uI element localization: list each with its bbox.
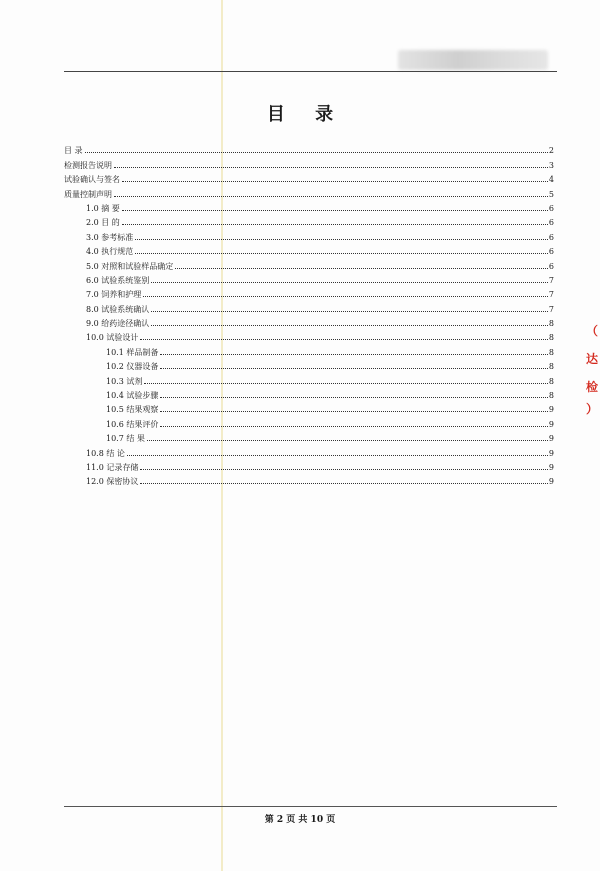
toc-entry[interactable] [64,184,554,198]
toc-entry-label: 3.0 参考标准 [86,232,134,242]
toc-entry[interactable] [64,170,554,184]
toc-leader-dots [122,223,548,225]
toc-entry-label: 12.0 保密协议 [86,477,139,487]
toc-entry-label: 8.0 试验系统确认 [86,304,150,314]
toc-leader-dots [175,267,548,269]
toc-entry-page: 8 [548,376,554,386]
toc-entry-page: 8 [548,347,554,357]
toc-entry-page: 9 [548,448,554,458]
toc-entry[interactable] [64,414,554,428]
toc-entry[interactable] [64,400,554,414]
toc-entry-label: 10.8 结 论 [86,448,125,458]
toc-entry[interactable] [64,458,554,472]
toc-entry[interactable] [64,328,554,342]
toc-entry[interactable] [64,199,554,213]
toc-entry-page: 6 [548,261,554,271]
toc-entry[interactable] [64,242,554,256]
toc-leader-dots [151,324,548,326]
toc-entry-label: 检测报告说明 [64,160,112,170]
toc-leader-dots [85,151,548,153]
toc-leader-dots [151,310,548,312]
toc-leader-dots [160,425,548,427]
toc-leader-dots [114,195,548,197]
toc-leader-dots [127,454,548,456]
toc-entry-label: 10.0 试验设计 [86,333,139,343]
toc-entry[interactable] [64,213,554,227]
toc-entry-label: 10.4 试验步骤 [106,391,159,401]
toc-entry[interactable] [64,371,554,385]
toc-entry-page: 4 [548,175,554,185]
toc-entry-label: 10.3 试剂 [106,376,143,386]
toc-entry-page: 6 [548,232,554,242]
toc-leader-dots [143,295,548,297]
toc-leader-dots [122,180,548,182]
toc-entry-page: 6 [548,218,554,228]
toc-entry-label: 7.0 饲养和护理 [86,290,142,300]
table-of-contents [64,141,554,486]
toc-entry-page: 8 [548,362,554,372]
stamp-char: （ [586,324,599,338]
toc-entry-label: 10.1 样品制备 [106,347,159,357]
toc-entry-label: 5.0 对照和试验样品确定 [86,261,174,271]
toc-leader-dots [140,338,548,340]
toc-entry-page: 6 [548,203,554,213]
toc-leader-dots [151,281,548,283]
toc-entry-label: 质量控制声明 [64,189,112,199]
toc-entry-page: 7 [548,275,554,285]
toc-entry-label: 目 录 [64,146,83,156]
toc-entry-label: 1.0 摘 要 [86,203,120,213]
toc-entry[interactable] [64,386,554,400]
toc-entry-label: 6.0 试验系统鉴别 [86,275,150,285]
toc-entry-page: 7 [548,290,554,300]
toc-leader-dots [135,252,548,254]
stamp-char: 达 [586,352,599,366]
toc-leader-dots [147,439,548,441]
toc-leader-dots [140,482,548,484]
toc-entry[interactable] [64,155,554,169]
toc-entry-page: 8 [548,319,554,329]
toc-entry-label: 4.0 执行规范 [86,247,134,257]
toc-entry-label: 10.5 结果观察 [106,405,159,415]
toc-entry[interactable] [64,342,554,356]
toc-entry[interactable] [64,141,554,155]
toc-entry-label: 试验确认与签名 [64,175,120,185]
toc-leader-dots [160,410,548,412]
toc-leader-dots [144,382,548,384]
toc-entry-page: 9 [548,405,554,415]
toc-entry[interactable] [64,271,554,285]
stamp-char: 检 [586,380,599,394]
toc-entry-page: 7 [548,304,554,314]
toc-entry[interactable] [64,299,554,313]
stamp-char: ） [586,402,599,416]
toc-leader-dots [160,396,548,398]
toc-entry[interactable] [64,256,554,270]
toc-entry-label: 10.6 结果评价 [106,419,159,429]
header-rule [64,71,557,72]
toc-leader-dots [140,468,548,470]
toc-entry-label: 11.0 记录存储 [86,462,139,472]
toc-entry[interactable] [64,443,554,457]
toc-entry-page: 9 [548,477,554,487]
toc-entry-page: 8 [548,391,554,401]
toc-entry-label: 9.0 给药途径确认 [86,319,150,329]
toc-entry[interactable] [64,227,554,241]
toc-leader-dots [122,209,548,211]
toc-entry[interactable] [64,357,554,371]
toc-entry[interactable] [64,429,554,443]
toc-entry-label: 2.0 目 的 [86,218,120,228]
redacted-header-info [398,50,548,70]
toc-entry[interactable] [64,314,554,328]
toc-entry-page: 9 [548,462,554,472]
toc-entry-page: 9 [548,419,554,429]
page-number-footer: 第 2 页 共 10 页 [264,815,336,825]
toc-entry-page: 2 [548,146,554,156]
toc-entry-page: 8 [548,333,554,343]
toc-entry-label: 10.2 仪器设备 [106,362,159,372]
toc-entry[interactable] [64,472,554,486]
toc-entry[interactable] [64,285,554,299]
toc-leader-dots [160,353,548,355]
toc-entry-label: 10.7 结 果 [106,434,145,444]
toc-entry-page: 5 [548,189,554,199]
footer-rule [64,806,557,807]
toc-entry-page: 9 [548,434,554,444]
toc-leader-dots [135,238,548,240]
toc-leader-dots [160,367,548,369]
toc-entry-page: 6 [548,247,554,257]
page-title: 目 录 [266,104,346,125]
toc-leader-dots [114,166,548,168]
toc-entry-page: 3 [548,160,554,170]
